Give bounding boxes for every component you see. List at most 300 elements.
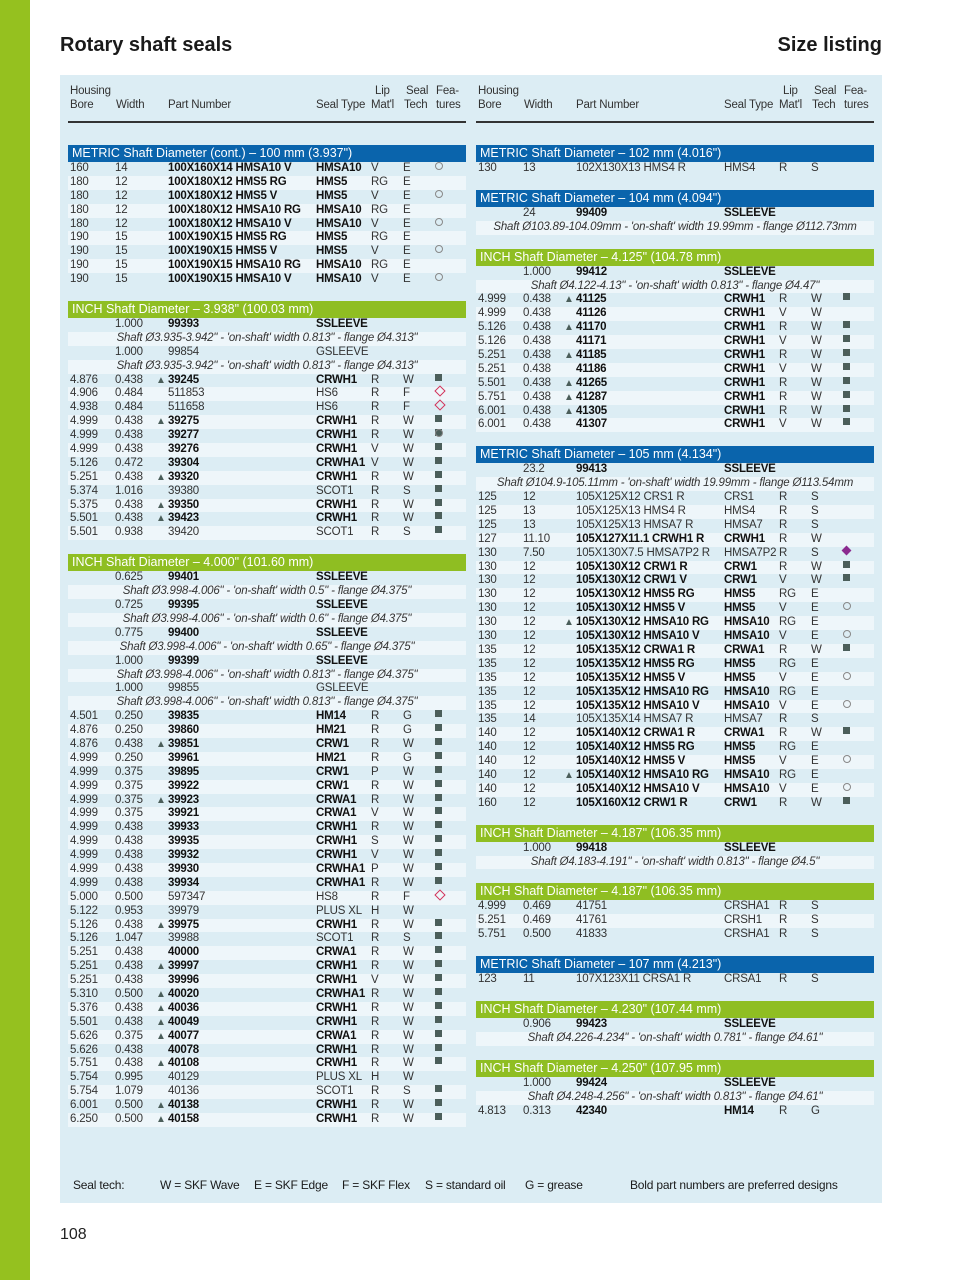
seal-tech: W (403, 1043, 414, 1056)
width-cell: 0.438 (523, 293, 551, 306)
part-number: 40077 (168, 1029, 199, 1042)
skf-wave-square-icon (435, 1085, 442, 1092)
width-cell: 12 (523, 727, 536, 740)
header-part-number: Part Number (576, 99, 639, 111)
section-metric (476, 956, 874, 987)
width-cell: 0.438 (523, 307, 551, 320)
skf-wave-square-icon (435, 932, 442, 939)
skf-wave-square-icon (435, 1057, 442, 1064)
width-cell: 0.375 (115, 779, 143, 792)
legend-bold-note: Bold part numbers are preferred designs (630, 1178, 838, 1192)
page-title: Rotary shaft seals (60, 34, 233, 56)
lip-material: H (371, 904, 380, 917)
width-cell: 0.375 (115, 807, 143, 820)
width-cell: 0.438 (115, 821, 143, 834)
seal-type: CRS1 (724, 491, 754, 504)
new-product-triangle-icon: ▲ (156, 374, 166, 386)
width-cell: 12 (523, 491, 536, 504)
seal-type: CRWHA1 (316, 456, 366, 469)
new-product-triangle-icon: ▲ (156, 1058, 166, 1070)
seal-type: CRWH1 (316, 974, 357, 987)
width-cell: 12 (523, 685, 536, 698)
bore-cell: 4.813 (478, 1104, 506, 1117)
sleeve-row (476, 1077, 874, 1091)
seal-type: HM21 (316, 724, 346, 737)
lip-material: V (779, 699, 787, 712)
seal-type: CRSHA1 (724, 928, 770, 941)
bore-cell: 135 (478, 643, 497, 656)
width-cell: 12 (523, 796, 536, 809)
table-row (68, 162, 466, 176)
lip-material: R (371, 415, 380, 428)
width-cell: 13 (523, 162, 536, 174)
seal-type: SCOT1 (316, 1085, 354, 1098)
lip-material: R (779, 321, 788, 334)
width-cell: 13 (523, 505, 536, 518)
bore-cell: 190 (70, 259, 89, 272)
width-cell: 0.438 (115, 876, 143, 889)
lip-material: V (779, 671, 787, 684)
seal-type: HMS5 (724, 741, 756, 754)
part-number: 597347 (168, 890, 206, 903)
bore-cell: 140 (478, 768, 497, 781)
lip-material: V (371, 974, 379, 987)
width-cell: 0.438 (115, 974, 143, 987)
sleeve-note: Shaft Ø103.89-104.09mm - 'on-shaft' width 19.99mm - flange Ø112.73mm (493, 220, 857, 233)
sleeve-note: Shaft Ø3.998-4.006" - 'on-shaft' width 0.6" - flange Ø4.375" (122, 612, 412, 625)
bore-cell: 190 (70, 245, 89, 258)
lip-material: R (371, 512, 380, 525)
table-row (68, 204, 466, 218)
seal-tech: W (403, 1099, 414, 1112)
width-cell: 0.472 (115, 456, 143, 469)
section-header: INCH Shaft Diameter – 4.187" (106.35 mm) (476, 825, 874, 842)
width-cell: 0.250 (115, 751, 143, 764)
seal-type: HMSA10 (316, 203, 362, 216)
bore-cell: 125 (478, 505, 497, 518)
seal-type: CRWH1 (316, 835, 357, 848)
table-row (68, 932, 466, 946)
part-number: 99399 (168, 654, 199, 667)
part-number: 41305 (576, 404, 607, 417)
part-number: 105X135X12 HMSA10 V (576, 699, 700, 712)
seal-type: CRWH1 (316, 443, 357, 456)
lip-material: R (371, 470, 380, 483)
lip-material: V (371, 217, 379, 230)
bore-cell: 4.999 (478, 900, 506, 913)
new-product-triangle-icon: ▲ (564, 350, 574, 362)
bore-cell: 4.999 (70, 835, 98, 848)
section-inch (476, 825, 874, 870)
bore-cell: 135 (478, 685, 497, 698)
bore-cell: 5.251 (478, 349, 506, 362)
width-cell: 0.995 (115, 1071, 143, 1084)
lip-material: R (371, 779, 380, 792)
table-row (68, 443, 466, 457)
bore-cell: 5.374 (70, 484, 98, 497)
seal-type: CRWHA1 (316, 987, 366, 1000)
seal-tech: W (403, 765, 414, 778)
lip-material: R (779, 713, 788, 726)
width-cell: 13 (523, 518, 536, 531)
seal-type: CRSA1 (724, 973, 762, 986)
width-cell: 0.438 (523, 418, 551, 431)
table-row (476, 533, 874, 547)
sleeve-note-row (476, 856, 874, 870)
width-cell: 0.313 (523, 1104, 551, 1117)
bore-cell: 160 (478, 796, 497, 809)
seal-tech: S (811, 914, 819, 927)
part-number: 39423 (168, 512, 199, 525)
width-cell: 0.438 (115, 373, 143, 386)
seal-tech: S (811, 491, 819, 504)
part-number: 40158 (168, 1113, 199, 1125)
skf-wave-square-icon (843, 644, 850, 651)
seal-type: CRWH1 (316, 821, 357, 834)
lip-material: V (371, 807, 379, 820)
bore-cell: 4.999 (70, 876, 98, 889)
skf-wave-square-icon (843, 574, 850, 581)
width-cell: 1.000 (523, 1076, 551, 1089)
part-number: 105X130X12 HMSA10 RG (576, 616, 709, 629)
new-product-triangle-icon: ▲ (156, 513, 166, 525)
seal-type: CRWH1 (316, 1113, 357, 1125)
table-row (68, 231, 466, 245)
header-housing: Housing (478, 85, 519, 97)
skf-wave-square-icon (843, 293, 850, 300)
seal-type: HMSA10 (724, 616, 770, 629)
skf-wave-square-icon (435, 946, 442, 953)
seal-type: HMSA10 (316, 217, 362, 230)
part-number: 40049 (168, 1015, 199, 1028)
lip-material: R (779, 973, 788, 986)
seal-type: CRWA1 (724, 727, 765, 740)
lip-material: R (779, 560, 788, 573)
part-number: 39275 (168, 415, 199, 428)
part-number: 39961 (168, 751, 199, 764)
bore-cell: 130 (478, 162, 497, 174)
section-inch (476, 1001, 874, 1046)
part-number: 99423 (576, 1017, 607, 1030)
skf-wave-square-icon (843, 418, 850, 425)
part-number: 40108 (168, 1057, 199, 1070)
table-row (476, 321, 874, 335)
seal-type: CRWH1 (316, 429, 357, 442)
seal-tech: W (811, 574, 822, 587)
seal-tech: W (403, 373, 414, 386)
width-cell: 1.016 (115, 484, 143, 497)
table-row (476, 700, 874, 714)
width-cell: 0.625 (115, 571, 143, 584)
width-cell: 11.10 (523, 532, 550, 545)
width-cell: 0.484 (115, 387, 143, 400)
table-row (68, 919, 466, 933)
width-cell: 0.906 (523, 1017, 551, 1030)
legend-standard-oil: S = standard oil (425, 1178, 506, 1192)
new-product-triangle-icon: ▲ (564, 405, 574, 417)
table-row (476, 418, 874, 432)
table-row (68, 259, 466, 273)
width-cell: 1.079 (115, 1085, 143, 1098)
seal-type: CRWA1 (316, 946, 357, 959)
section-header: INCH Shaft Diameter – 4.250" (107.95 mm) (476, 1060, 874, 1077)
width-cell: 0.438 (115, 960, 143, 973)
part-number: 40129 (168, 1071, 199, 1084)
skf-wave-square-icon (435, 794, 442, 801)
seal-type: HMS5 (724, 588, 756, 601)
sleeve-note-row (476, 1091, 874, 1105)
bore-cell: 4.876 (70, 724, 98, 737)
bore-cell: 127 (478, 532, 497, 545)
page-number: 108 (60, 1226, 87, 1243)
lip-material: S (371, 835, 379, 848)
section-inch (476, 1060, 874, 1119)
seal-tech: S (403, 526, 411, 539)
table-row (68, 766, 466, 780)
section-header: METRIC Shaft Diameter – 104 mm (4.094") (476, 190, 874, 207)
part-number: 105X140X12 HMS5 RG (576, 741, 695, 754)
table-row (68, 780, 466, 794)
lip-material: RG (779, 741, 796, 754)
seal-tech: W (811, 349, 822, 362)
bore-cell: 180 (70, 217, 89, 230)
seal-type: SSLEEVE (724, 206, 776, 219)
seal-tech: E (403, 259, 411, 272)
bore-cell: 4.906 (70, 387, 98, 400)
width-cell: 0.469 (523, 914, 551, 927)
seal-tech: W (811, 560, 822, 573)
width-cell: 0.438 (115, 498, 143, 511)
skf-edge-ring-icon (843, 630, 851, 638)
lip-material: R (371, 1057, 380, 1070)
sleeve-row (68, 318, 466, 332)
seal-type: HMS5 (316, 189, 348, 202)
lip-material: R (371, 932, 380, 945)
seal-tech: G (403, 710, 412, 723)
seal-tech: E (403, 217, 411, 230)
bore-cell: 5.126 (70, 932, 98, 945)
bore-cell: 5.501 (478, 376, 506, 389)
part-number: 41287 (576, 390, 607, 403)
part-number: 99418 (576, 841, 607, 854)
part-number: 39932 (168, 849, 199, 862)
seal-type: CRW1 (724, 574, 757, 587)
seal-type: HMSA7P2 (724, 546, 777, 559)
lip-material: R (779, 376, 788, 389)
sleeve-note: Shaft Ø4.122-4.13" - 'on-shaft' width 0.813" - flange Ø4.47" (530, 279, 820, 292)
section-metric (476, 145, 874, 176)
part-number: 100X190X15 HMSA10 RG (168, 259, 301, 272)
seal-type: CRWH1 (724, 293, 765, 306)
skf-flex-diamond-icon (434, 386, 445, 397)
seal-type: CRWH1 (724, 362, 765, 375)
seal-tech: S (811, 505, 819, 518)
sleeve-row (68, 346, 466, 360)
part-number: 105X125X12 CRS1 R (576, 491, 685, 504)
table-row (68, 821, 466, 835)
table-row (68, 849, 466, 863)
page-subtitle: Size listing (777, 34, 882, 56)
table-row (68, 1057, 466, 1071)
table-row (476, 755, 874, 769)
seal-tech: W (403, 1001, 414, 1014)
sleeve-note-row (68, 332, 466, 346)
skf-wave-square-icon (843, 405, 850, 412)
sleeve-note-row (68, 360, 466, 374)
seal-tech: W (811, 376, 822, 389)
seal-tech: E (811, 588, 819, 601)
bore-cell: 4.999 (478, 293, 506, 306)
skf-edge-ring-icon (843, 672, 851, 680)
skf-wave-square-icon (435, 960, 442, 967)
skf-wave-square-icon (843, 727, 850, 734)
new-product-triangle-icon: ▲ (564, 617, 574, 629)
table-row (68, 891, 466, 905)
seal-tech: W (811, 404, 822, 417)
table-row (68, 752, 466, 766)
skf-edge-ring-icon (843, 700, 851, 708)
width-cell: 0.438 (115, 946, 143, 959)
skf-wave-square-icon (843, 797, 850, 804)
lip-material: P (371, 765, 379, 778)
lip-material: V (779, 782, 787, 795)
lip-material: R (779, 796, 788, 809)
bore-cell: 5.251 (478, 362, 506, 375)
sleeve-note: Shaft Ø4.226-4.234" - 'on-shaft' width 0.781" - flange Ø4.61" (527, 1031, 823, 1044)
width-cell: 12 (523, 630, 536, 643)
table-row (68, 863, 466, 877)
chapter-color-strip (0, 0, 30, 1280)
seal-type: CRWHA1 (316, 876, 366, 889)
part-number: 41307 (576, 418, 607, 431)
width-cell: 0.775 (115, 626, 143, 639)
sleeve-note-row (68, 585, 466, 599)
seal-type: PLUS XL (316, 904, 362, 917)
table-row (476, 293, 874, 307)
table-row (476, 349, 874, 363)
skf-wave-square-icon (843, 335, 850, 342)
table-row (68, 1030, 466, 1044)
table-row (68, 710, 466, 724)
new-product-triangle-icon: ▲ (564, 769, 574, 781)
new-product-triangle-icon: ▲ (156, 794, 166, 806)
sleeve-row (476, 1018, 874, 1032)
part-number: 105X130X12 HMS5 RG (576, 588, 695, 601)
width-cell: 0.500 (115, 890, 143, 903)
header-matl: Mat'l (779, 99, 802, 111)
seal-tech: S (811, 162, 819, 174)
table-row (476, 713, 874, 727)
part-number: 100X180X12 HMSA10 V (168, 217, 292, 230)
table-row (68, 974, 466, 988)
section-inch (476, 249, 874, 433)
part-number: 41265 (576, 376, 607, 389)
header-fea: Fea- (436, 85, 459, 97)
table-row (476, 630, 874, 644)
bore-cell: 135 (478, 671, 497, 684)
bore-cell: 5.126 (70, 456, 98, 469)
sleeve-note: Shaft Ø3.998-4.006" - 'on-shaft' width 0.65" - flange Ø4.375" (119, 640, 415, 653)
seal-tech: E (811, 671, 819, 684)
seal-tech: F (403, 401, 410, 414)
part-number: 99854 (168, 345, 199, 358)
skf-wave-square-icon (435, 766, 442, 773)
lip-material: R (371, 1099, 380, 1112)
part-number: 99401 (168, 571, 199, 584)
width-cell: 0.250 (115, 710, 143, 723)
part-number: 40000 (168, 946, 199, 959)
table-row (476, 727, 874, 741)
skf-wave-square-icon (435, 443, 442, 450)
bore-cell: 190 (70, 231, 89, 244)
bore-cell: 5.126 (478, 335, 506, 348)
seal-tech: W (403, 793, 414, 806)
seal-tech: W (403, 443, 414, 456)
part-number: 39930 (168, 862, 199, 875)
table-row (68, 835, 466, 849)
part-number: 99855 (168, 682, 199, 695)
bore-cell: 4.999 (70, 862, 98, 875)
sleeve-note-row (476, 221, 874, 235)
width-cell: 0.438 (115, 429, 143, 442)
part-number: 105X140X12 HMS5 V (576, 755, 686, 768)
part-number: 39851 (168, 737, 199, 750)
width-cell: 24 (523, 206, 536, 219)
table-row (476, 547, 874, 561)
section-header: INCH Shaft Diameter – 4.230" (107.44 mm) (476, 1001, 874, 1018)
seal-tech: E (811, 685, 819, 698)
lip-material: R (779, 727, 788, 740)
seal-type: CRW1 (316, 779, 349, 792)
seal-tech: S (811, 518, 819, 531)
table-row (68, 415, 466, 429)
bore-cell: 4.876 (70, 373, 98, 386)
section-header: METRIC Shaft Diameter – 107 mm (4.213") (476, 956, 874, 973)
skf-wave-square-icon (435, 835, 442, 842)
bore-cell: 5.251 (70, 960, 98, 973)
lip-material: V (779, 335, 787, 348)
width-cell: 1.047 (115, 932, 143, 945)
bore-cell: 4.999 (70, 443, 98, 456)
legend-flex: F = SKF Flex (342, 1178, 410, 1192)
seal-type: CRWH1 (316, 1057, 357, 1070)
part-number: 39350 (168, 498, 199, 511)
skf-wave-square-icon (435, 752, 442, 759)
seal-type: CRW1 (724, 796, 757, 809)
seal-type: HMS5 (724, 755, 756, 768)
seal-type: CRWH1 (724, 390, 765, 403)
section-header: METRIC Shaft Diameter – 102 mm (4.016") (476, 145, 874, 162)
width-cell: 12 (115, 217, 128, 230)
table-row (476, 391, 874, 405)
width-cell: 0.438 (523, 376, 551, 389)
part-number: 100X190X15 HMS5 V (168, 245, 278, 258)
part-number: 39923 (168, 793, 199, 806)
lip-material: R (371, 751, 380, 764)
seal-type: CRWH1 (316, 415, 357, 428)
table-row (68, 724, 466, 738)
lip-material: P (371, 862, 379, 875)
lip-material: V (779, 307, 787, 320)
section-header: INCH Shaft Diameter – 4.125" (104.78 mm) (476, 249, 874, 266)
bore-cell: 180 (70, 189, 89, 202)
width-cell: 0.438 (115, 918, 143, 931)
table-row (68, 794, 466, 808)
lip-material: R (779, 349, 788, 362)
skf-wave-square-icon (435, 863, 442, 870)
header-tures: tures (844, 99, 869, 111)
part-number: 102X130X13 HMS4 R (576, 162, 686, 174)
